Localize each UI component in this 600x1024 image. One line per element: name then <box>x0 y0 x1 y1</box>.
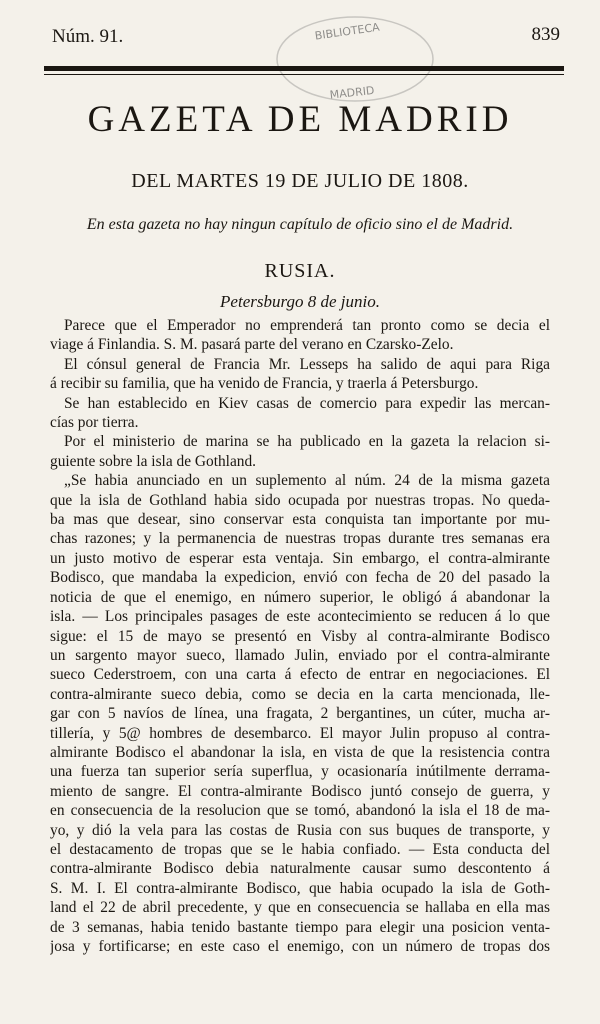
text-line: un sargento mayor sueco, llamado Julin, enviado por el contra-almirante <box>50 646 550 664</box>
text-line: á recibir su familia, que ha venido de Francia, y traerla á Petersburgo. <box>50 375 479 393</box>
dateline: DEL MARTES 19 DE JULIO DE 1808. <box>131 170 469 192</box>
text-line: en consecuencia de la resolucion que se tomó, abandonó la isla el 18 de ma- <box>50 802 550 820</box>
text-line: sigue: el 15 de mayo se presentó en Visby al contra-almirante Bodisco <box>50 627 550 645</box>
text-line: contra-almirante sueco debia, como se decia en la carta mencionada, lle- <box>50 685 550 703</box>
text-line: Se han establecido en Kiev casas de comercio para expedir las mercan- <box>64 394 550 412</box>
text-line: Por el ministerio de marina se ha publicado en la gazeta la relacion si- <box>64 433 550 451</box>
place-dateline: Petersburgo 8 de junio. <box>220 292 380 311</box>
text-line: viage á Finlandia. S. M. pasará parte del verano en Czarsko-Zelo. <box>50 336 454 354</box>
page-header <box>52 22 560 50</box>
text-line: un justo motivo de esperar esta ventaja. Sin embargo, el contra-almirante <box>50 549 550 567</box>
text-line: que la isla de Gothland habia sido ocupada por nuestras tropas. No queda- <box>50 491 550 509</box>
page-number: 839 <box>531 24 560 45</box>
text-line: de 3 semanas, habia tenido bastante tiempo para elegir una posicion venta- <box>50 918 550 936</box>
text-line: yo, y dió la vela para las costas de Rusia con sus buques de transporte, y <box>50 821 550 839</box>
stamp-text-top: BIBLIOTECA <box>313 20 381 43</box>
text-line: una fuerza tan superior sería superflua, y ocasionaría inútilmente derrama- <box>50 763 550 781</box>
header-rule-thick <box>44 66 564 71</box>
text-line: contra-almirante Bodisco debia naturalmente causar sumo descontento á <box>50 860 550 878</box>
text-line: ba mas que desear, sino conservar esta conquista tan importante por mu- <box>50 511 550 529</box>
stamp-mark <box>260 4 450 109</box>
text-line: tillería, y 5@ hombres de desembarco. El mayor Julin propuso al contra- <box>50 724 550 742</box>
text-line: land el 22 de abril precedente, y que en consecuencia se hallaba en ella mas <box>50 899 550 917</box>
section-heading: RUSIA. <box>264 260 336 282</box>
text-line: isla. — Los principales pasages de este acontecimiento se reducen á lo que <box>50 608 550 626</box>
article-body <box>50 316 550 956</box>
library-stamp <box>260 4 450 109</box>
masthead-title: GAZETA DE MADRID <box>87 99 513 140</box>
header-rule-thin <box>44 74 564 75</box>
text-line: gar con 5 navíos de línea, una fragata, 2 bergantines, un cúter, mucha ar- <box>50 705 550 723</box>
text-line: Parece que el Emperador no emprenderá tan pronto como se decia el <box>64 317 550 334</box>
text-line: chas razones; y la permanencia de nuestras tropas durante tres semanas era <box>50 530 550 548</box>
text-line: almirante Bodisco el abandonar la isla, en vista de que la resistencia contra <box>50 743 550 761</box>
text-line: sueco Cederstroem, con una carta á efecto de entrar en negociaciones. El <box>50 666 550 684</box>
notice: En esta gazeta no hay ningun capítulo de oficio sino el de Madrid. <box>86 216 514 233</box>
text-line: cías por tierra. <box>50 414 139 432</box>
text-line: noticia de que el enemigo, en número superior, le obligó á abandonar la <box>50 588 550 606</box>
text-line: El cónsul general de Francia Mr. Lesseps ha salido de aqui para Riga <box>64 355 550 373</box>
text-line: el destacamento de tropas que se le habia confiado. — Esta conducta del <box>50 840 550 858</box>
text-line: miento de sangre. El contra-almirante Bodisco juntó consejo de guerra, y <box>50 782 550 800</box>
stamp-text-bottom: MADRID <box>329 83 376 102</box>
issue-number: Núm. 91. <box>52 26 124 47</box>
text-line: „Se habia anunciado en un suplemento al núm. 24 de la misma gazeta <box>64 472 550 490</box>
text-line: guiente sobre la isla de Gothland. <box>50 452 257 470</box>
text-line: S. M. I. El contra-almirante Bodisco, que habia ocupado la isla de Goth- <box>50 879 550 897</box>
text-line: Bodisco, que mandaba la expedicion, envió con fecha de 20 del pasado la <box>50 569 550 587</box>
text-line: josa y fortificarse; en este caso el enemigo, con un número de tropas dos <box>50 938 550 955</box>
